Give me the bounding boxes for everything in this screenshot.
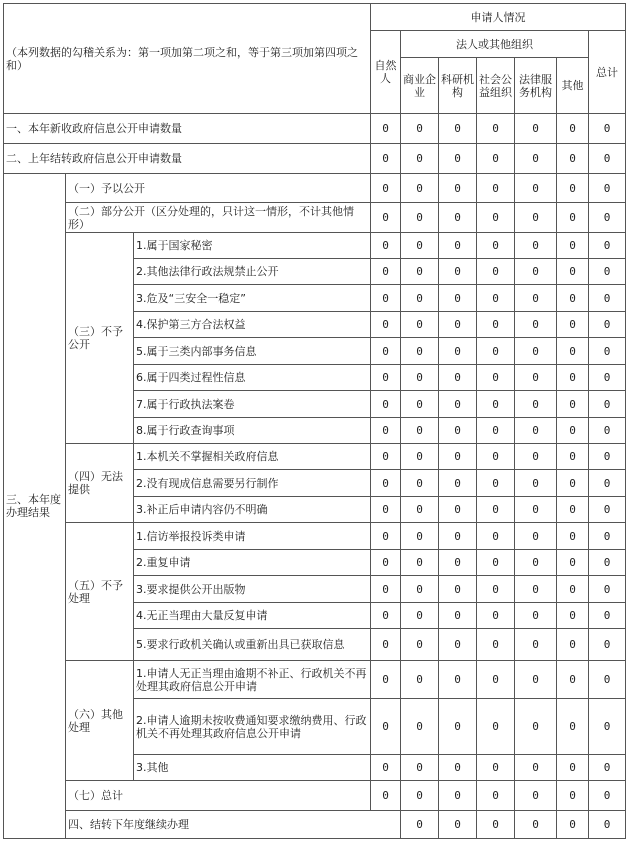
value-cell: 0 [371,391,401,418]
value-cell: 0 [557,497,589,523]
col-header-public-welfare: 社会公益组织 [477,58,515,114]
value-cell: 0 [589,603,626,629]
value-cell: 0 [477,391,515,418]
row-label-item: 3.危及“三安全一稳定” [134,285,371,312]
value-cell: 0 [515,781,557,811]
value-cell: 0 [515,114,557,144]
table-note: （本列数据的勾稽关系为：第一项加第二项之和，等于第三项加第四项之和） [4,4,371,114]
value-cell: 0 [557,365,589,391]
value-cell: 0 [515,576,557,603]
value-cell: 0 [557,755,589,781]
value-cell: 0 [589,174,626,203]
value-cell: 0 [477,174,515,203]
value-cell: 0 [515,755,557,781]
row-label-carried-over: 二、上年结转政府信息公开申请数量 [4,144,371,174]
value-cell: 0 [477,144,515,174]
value-cell: 0 [371,781,401,811]
table-row [4,174,626,203]
gov-info-disclosure-table [3,3,626,839]
table-row [4,114,626,144]
table-row [4,661,626,699]
value-cell: 0 [401,174,439,203]
value-cell: 0 [371,470,401,497]
value-cell: 0 [401,497,439,523]
value-cell: 0 [515,603,557,629]
value-cell: 0 [371,444,401,470]
value-cell: 0 [557,523,589,550]
value-cell: 0 [401,811,439,839]
value-cell: 0 [439,312,477,338]
col-header-natural-person: 自然人 [371,31,401,114]
value-cell: 0 [589,338,626,365]
value-cell: 0 [557,699,589,755]
value-cell: 0 [371,259,401,285]
value-cell: 0 [371,418,401,444]
value-cell: 0 [477,629,515,661]
value-cell: 0 [515,259,557,285]
value-cell: 0 [589,755,626,781]
value-cell: 0 [589,312,626,338]
value-cell: 0 [477,365,515,391]
row-label-item: 1.信访举报投诉类申请 [134,523,371,550]
row-label-item: 7.属于行政执法案卷 [134,391,371,418]
value-cell: 0 [515,523,557,550]
value-cell: 0 [515,365,557,391]
row-label-partial: （二）部分公开（区分处理的，只计这一情形，不计其他情形） [66,203,371,233]
value-cell: 0 [401,629,439,661]
value-cell: 0 [439,629,477,661]
col-header-business: 商业企业 [401,58,439,114]
value-cell: 0 [371,338,401,365]
value-cell: 0 [515,391,557,418]
value-cell: 0 [477,203,515,233]
value-cell: 0 [439,576,477,603]
value-cell: 0 [401,699,439,755]
value-cell: 0 [589,418,626,444]
col-header-research: 科研机构 [439,58,477,114]
value-cell: 0 [477,470,515,497]
value-cell: 0 [557,174,589,203]
row-label-item: 1.本机关不掌握相关政府信息 [134,444,371,470]
value-cell: 0 [371,203,401,233]
value-cell: 0 [515,233,557,259]
row-label-item: 3.其他 [134,755,371,781]
value-cell: 0 [439,174,477,203]
row-label-item: 3.要求提供公开出版物 [134,576,371,603]
value-cell: 0 [589,699,626,755]
value-cell: 0 [515,285,557,312]
value-cell: 0 [557,418,589,444]
row-label-item: 1.申请人无正当理由逾期不补正、行政机关不再处理其政府信息公开申请 [134,661,371,699]
value-cell: 0 [371,497,401,523]
value-cell: 0 [557,811,589,839]
value-cell: 0 [439,755,477,781]
row-label-item: 4.无正当理由大量反复申请 [134,603,371,629]
value-cell: 0 [589,550,626,576]
col-header-other: 其他 [557,58,589,114]
value-cell: 0 [439,523,477,550]
row-label-item: 5.要求行政机关确认或重新出具已获取信息 [134,629,371,661]
value-cell: 0 [371,603,401,629]
value-cell: 0 [589,470,626,497]
value-cell: 0 [401,523,439,550]
value-cell: 0 [401,444,439,470]
value-cell: 0 [439,470,477,497]
value-cell: 0 [589,203,626,233]
value-cell: 0 [557,233,589,259]
value-cell: 0 [477,661,515,699]
row-label-item: 8.属于行政查询事项 [134,418,371,444]
value-cell: 0 [477,781,515,811]
value-cell: 0 [515,550,557,576]
value-cell: 0 [477,312,515,338]
value-cell: 0 [515,661,557,699]
value-cell: 0 [439,114,477,144]
value-cell: 0 [515,418,557,444]
value-cell: 0 [557,444,589,470]
value-cell: 0 [439,550,477,576]
value-cell: 0 [557,781,589,811]
value-cell: 0 [439,603,477,629]
applicant-header: 申请人情况 [371,4,626,31]
value-cell: 0 [477,259,515,285]
value-cell: 0 [371,550,401,576]
value-cell: 0 [589,444,626,470]
value-cell: 0 [371,629,401,661]
row-label-new-requests: 一、本年新收政府信息公开申请数量 [4,114,371,144]
value-cell: 0 [515,203,557,233]
value-cell: 0 [557,259,589,285]
row-label-item: 6.属于四类过程性信息 [134,365,371,391]
value-cell: 0 [589,781,626,811]
legal-group-header: 法人或其他组织 [401,31,589,58]
value-cell: 0 [477,233,515,259]
row-label-item: 3.补正后申请内容仍不明确 [134,497,371,523]
value-cell: 0 [589,365,626,391]
value-cell: 0 [371,523,401,550]
value-cell: 0 [439,497,477,523]
value-cell: 0 [589,497,626,523]
value-cell: 0 [589,285,626,312]
value-cell: 0 [439,811,477,839]
table-row [4,144,626,174]
value-cell: 0 [515,811,557,839]
value-cell: 0 [371,699,401,755]
value-cell: 0 [477,338,515,365]
value-cell: 0 [401,338,439,365]
row-label-item: 4.保护第三方合法权益 [134,312,371,338]
row-label-subtotal: （七）总计 [66,781,371,811]
group-label-unable-provide: （四）无法提供 [66,444,134,523]
value-cell: 0 [371,755,401,781]
value-cell: 0 [477,285,515,312]
row-label-next-year: 四、结转下年度继续办理 [66,811,401,839]
value-cell: 0 [515,699,557,755]
value-cell: 0 [557,629,589,661]
value-cell: 0 [401,285,439,312]
value-cell: 0 [557,576,589,603]
value-cell: 0 [401,418,439,444]
group-label-other-handling: （六）其他处理 [66,661,134,781]
value-cell: 0 [401,391,439,418]
value-cell: 0 [589,576,626,603]
value-cell: 0 [371,312,401,338]
group-label-not-processed: （五）不予处理 [66,523,134,661]
value-cell: 0 [371,365,401,391]
value-cell: 0 [371,174,401,203]
value-cell: 0 [371,233,401,259]
value-cell: 0 [589,391,626,418]
value-cell: 0 [439,233,477,259]
value-cell: 0 [439,285,477,312]
section-label-results: 三、本年度办理结果 [4,174,66,839]
value-cell: 0 [589,259,626,285]
value-cell: 0 [477,114,515,144]
value-cell: 0 [515,629,557,661]
value-cell: 0 [589,523,626,550]
group-label-not-disclosed: （三）不予公开 [66,233,134,444]
value-cell: 0 [557,603,589,629]
value-cell: 0 [439,418,477,444]
value-cell: 0 [515,470,557,497]
row-label-item: 2.申请人逾期未按收费通知要求缴纳费用、行政机关不再处理其政府信息公开申请 [134,699,371,755]
value-cell: 0 [371,114,401,144]
value-cell: 0 [439,444,477,470]
value-cell: 0 [371,144,401,174]
value-cell: 0 [401,365,439,391]
value-cell: 0 [557,285,589,312]
value-cell: 0 [515,338,557,365]
value-cell: 0 [401,312,439,338]
row-label-item: 2.重复申请 [134,550,371,576]
row-label-item: 5.属于三类内部事务信息 [134,338,371,365]
value-cell: 0 [439,391,477,418]
table-row [4,523,626,550]
row-label-item: 2.其他法律行政法规禁止公开 [134,259,371,285]
value-cell: 0 [515,444,557,470]
value-cell: 0 [515,174,557,203]
value-cell: 0 [557,312,589,338]
value-cell: 0 [439,365,477,391]
value-cell: 0 [439,203,477,233]
value-cell: 0 [557,338,589,365]
table-row [4,444,626,470]
value-cell: 0 [439,338,477,365]
value-cell: 0 [515,497,557,523]
value-cell: 0 [401,203,439,233]
value-cell: 0 [439,699,477,755]
value-cell: 0 [439,144,477,174]
value-cell: 0 [371,285,401,312]
value-cell: 0 [589,661,626,699]
col-header-legal-service: 法律服务机构 [515,58,557,114]
value-cell: 0 [515,312,557,338]
value-cell: 0 [401,661,439,699]
value-cell: 0 [477,444,515,470]
value-cell: 0 [477,603,515,629]
value-cell: 0 [439,661,477,699]
value-cell: 0 [557,470,589,497]
table-row [4,233,626,259]
value-cell: 0 [439,781,477,811]
value-cell: 0 [401,755,439,781]
value-cell: 0 [589,811,626,839]
value-cell: 0 [401,576,439,603]
value-cell: 0 [477,523,515,550]
value-cell: 0 [401,470,439,497]
value-cell: 0 [401,114,439,144]
value-cell: 0 [557,203,589,233]
value-cell: 0 [557,550,589,576]
value-cell: 0 [401,781,439,811]
value-cell: 0 [477,497,515,523]
value-cell: 0 [477,576,515,603]
value-cell: 0 [557,114,589,144]
value-cell: 0 [589,233,626,259]
table-row [4,203,626,233]
table-row [4,811,626,839]
value-cell: 0 [557,661,589,699]
value-cell: 0 [557,144,589,174]
col-header-total: 总计 [589,31,626,114]
row-label-disclosed: （一）予以公开 [66,174,371,203]
value-cell: 0 [589,144,626,174]
value-cell: 0 [371,661,401,699]
value-cell: 0 [401,144,439,174]
value-cell: 0 [439,259,477,285]
value-cell: 0 [477,811,515,839]
value-cell: 0 [477,418,515,444]
value-cell: 0 [477,699,515,755]
value-cell: 0 [557,391,589,418]
value-cell: 0 [477,755,515,781]
value-cell: 0 [515,144,557,174]
value-cell: 0 [401,550,439,576]
row-label-item: 2.没有现成信息需要另行制作 [134,470,371,497]
value-cell: 0 [401,603,439,629]
value-cell: 0 [401,233,439,259]
table-row [4,781,626,811]
value-cell: 0 [477,550,515,576]
value-cell: 0 [589,114,626,144]
value-cell: 0 [371,576,401,603]
value-cell: 0 [589,629,626,661]
row-label-item: 1.属于国家秘密 [134,233,371,259]
value-cell: 0 [401,259,439,285]
